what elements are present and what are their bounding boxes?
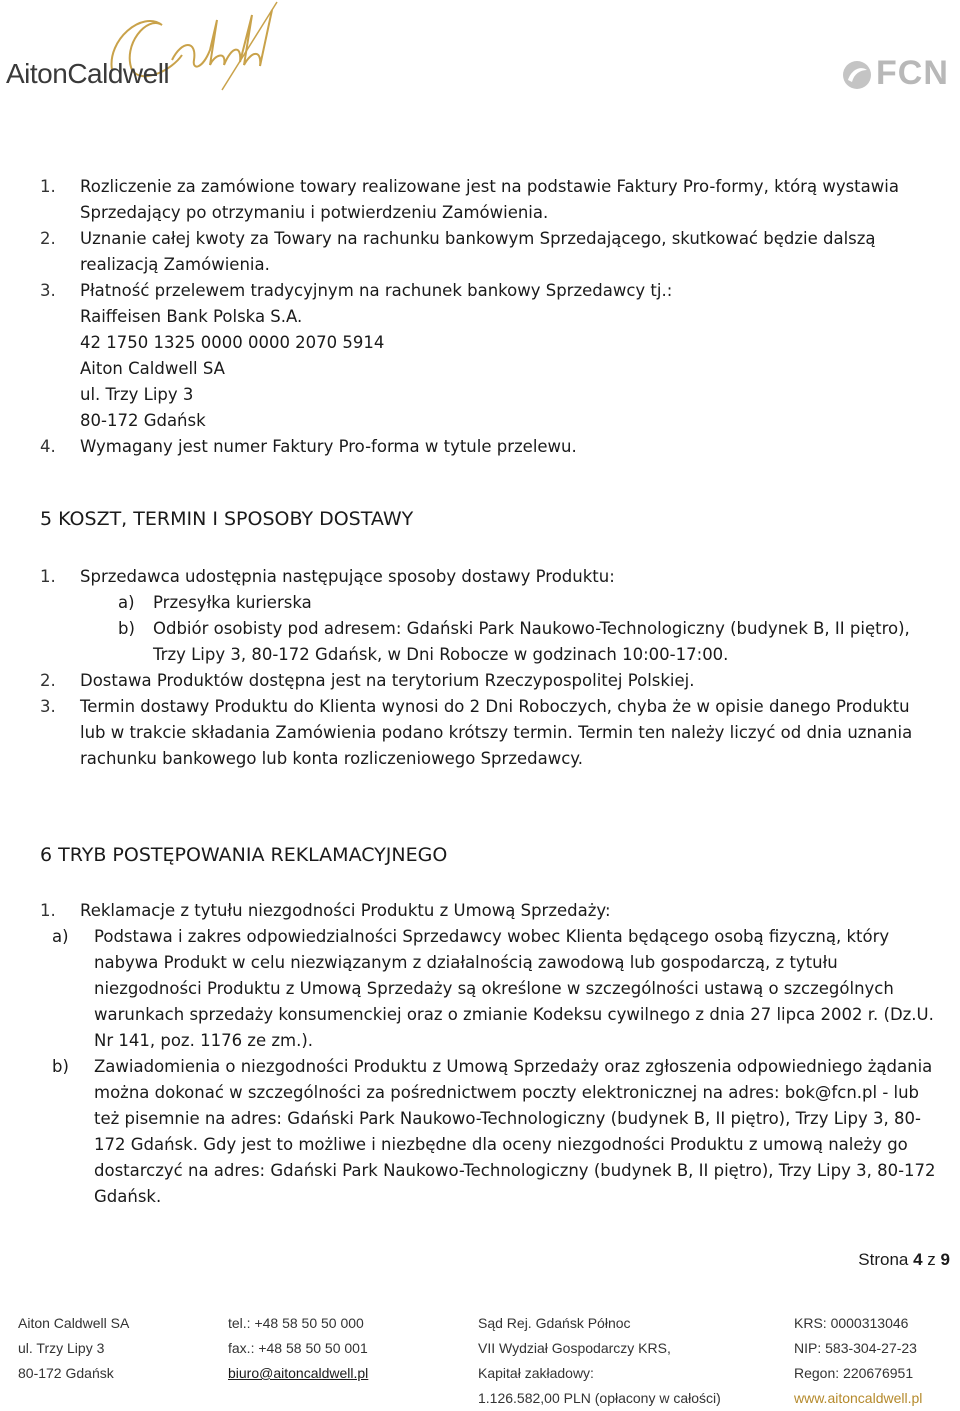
footer-division: VII Wydział Gospodarczy KRS, — [478, 1340, 671, 1356]
list-item-text: Uznanie całej kwoty za Towary na rachunku bankowym Sprzedającego, skutkować będzie dalszą — [80, 229, 876, 248]
section-heading-6: 6 TRYB POSTĘPOWANIA REKLAMACYJNEGO — [40, 844, 448, 866]
list-item-text: rachunku bankowego lub konta rozliczeniowego Sprzedawcy. — [80, 749, 583, 768]
list-item-text: Płatność przelewem tradycyjnym na rachunek bankowy Sprzedawcy tj.: — [80, 281, 673, 300]
aiton-caldwell-logo — [6, 0, 286, 100]
page-separator: z — [927, 1250, 936, 1269]
sub-list-text: Przesyłka kurierska — [153, 593, 312, 612]
list-number: 1. — [40, 567, 56, 586]
sub-list-text: niezgodności Produktu z Umową Sprzedaży są określone w szczególności ustawą o szczególnych — [94, 979, 894, 998]
footer-website-link[interactable]: www.aitoncaldwell.pl — [794, 1390, 923, 1406]
sub-list-text: warunkach sprzedaży konsumenckiej oraz o zmianie Kodeksu cywilnego z dnia 27 lipca 2002 r. (Dz.U. — [94, 1005, 934, 1024]
list-item-text: lub w trakcie składania Zamówienia podano krótszy termin. Termin ten należy liczyć od dnia uznania — [80, 723, 913, 742]
company-street: ul. Trzy Lipy 3 — [80, 385, 194, 404]
list-number: 3. — [40, 281, 56, 300]
list-number: 1. — [40, 901, 56, 920]
page-number — [858, 1250, 950, 1270]
footer-city: 80-172 Gdańsk — [18, 1365, 114, 1381]
sub-list-text: Podstawa i zakres odpowiedzialności Sprzedawcy wobec Klienta będącego osobą fizyczną, który — [94, 927, 890, 946]
sub-list-text: Gdańsk. — [94, 1187, 162, 1206]
company-city: 80-172 Gdańsk — [80, 411, 206, 430]
list-item-text: Reklamacje z tytułu niezgodności Produktu z Umową Sprzedaży: — [80, 901, 611, 920]
footer-krs: KRS: 0000313046 — [794, 1315, 909, 1331]
footer-regon: Regon: 220676951 — [794, 1365, 914, 1381]
fcn-logo-icon — [842, 60, 872, 90]
logo-wordmark: AitonCaldwell — [6, 58, 170, 89]
sub-list-letter: a) — [118, 593, 135, 612]
list-item-text: Dostawa Produktów dostępna jest na terytorium Rzeczypospolitej Polskiej. — [80, 671, 695, 690]
sub-list-text: Odbiór osobisty pod adresem: Gdański Park Naukowo-Technologiczny (budynek B, II piętro), — [153, 619, 910, 638]
sub-list-text: 172 Gdańsk. Gdy jest to możliwe i niezbędne dla oceny niezgodności Produktu z umową należy go — [94, 1135, 908, 1154]
list-item-text: Wymagany jest numer Faktury Pro-forma w tytule przelewu. — [80, 437, 577, 456]
sub-list-text: Nr 141, poz. 1176 ze zm.). — [94, 1031, 314, 1050]
footer-company-address — [18, 1311, 129, 1386]
footer-registry — [478, 1311, 721, 1411]
footer-company-name: Aiton Caldwell SA — [18, 1315, 130, 1331]
list-item-text: Sprzedający po otrzymaniu i potwierdzeniu Zamówienia. — [80, 203, 549, 222]
sub-list-text: Zawiadomienia o niezgodności Produktu z Umową Sprzedaży oraz zgłoszenia odpowiedniego żądania — [94, 1057, 933, 1076]
list-item-text: Rozliczenie za zamówione towary realizowane jest na podstawie Faktury Pro-formy, którą wystawia — [80, 177, 899, 196]
footer-phone: tel.: +48 58 50 50 000 — [228, 1315, 364, 1331]
sub-list-text: dostarczyć na adres: Gdański Park Naukowo-Technologiczny (budynek B, II piętro), Trzy Lipy 3, 80-172 — [94, 1161, 936, 1180]
list-number: 3. — [40, 697, 56, 716]
footer-court: Sąd Rej. Gdańsk Północ — [478, 1315, 631, 1331]
list-number: 1. — [40, 177, 56, 196]
bank-account-number: 42 1750 1325 0000 0000 2070 5914 — [80, 333, 385, 352]
list-item-text: realizacją Zamówienia. — [80, 255, 270, 274]
fcn-logo-text: FCN — [876, 54, 949, 92]
list-number: 2. — [40, 671, 56, 690]
footer-capital-value: 1.126.582,00 PLN (opłacony w całości) — [478, 1390, 721, 1406]
list-number: 4. — [40, 437, 56, 456]
footer-capital-label: Kapitał zakładowy: — [478, 1365, 594, 1381]
footer-nip: NIP: 583-304-27-23 — [794, 1340, 917, 1356]
sub-list-letter: a) — [52, 927, 69, 946]
sub-list-letter: b) — [118, 619, 135, 638]
page-label: Strona — [858, 1250, 909, 1269]
page-total: 9 — [940, 1250, 950, 1269]
footer-identifiers — [794, 1311, 922, 1411]
sub-list-text: można dokonać w szczególności za pośrednictwem poczty elektronicznej na adres: bok@fcn.pl - lub — [94, 1083, 920, 1102]
page-current: 4 — [913, 1250, 923, 1269]
fcn-logo — [842, 54, 952, 98]
footer-email-link[interactable]: biuro@aitoncaldwell.pl — [228, 1365, 369, 1381]
sub-list-text: Trzy Lipy 3, 80-172 Gdańsk, w Dni Robocze w godzinach 10:00-17:00. — [153, 645, 729, 664]
sub-list-letter: b) — [52, 1057, 69, 1076]
sub-list-text: nabywa Produkt w celu niezwiązanym z działalnością zawodową lub gospodarczą, z tytułu — [94, 953, 838, 972]
footer-fax: fax.: +48 58 50 50 001 — [228, 1340, 368, 1356]
bank-name: Raiffeisen Bank Polska S.A. — [80, 307, 303, 326]
section-heading-5: 5 KOSZT, TERMIN I SPOSOBY DOSTAWY — [40, 508, 414, 530]
company-name: Aiton Caldwell SA — [80, 359, 225, 378]
footer-contact — [228, 1311, 368, 1386]
list-item-text: Termin dostawy Produktu do Klienta wynosi do 2 Dni Roboczych, chyba że w opisie danego Produktu — [80, 697, 910, 716]
footer-street: ul. Trzy Lipy 3 — [18, 1340, 105, 1356]
list-item-text: Sprzedawca udostępnia następujące sposoby dostawy Produktu: — [80, 567, 615, 586]
sub-list-text: też pisemnie na adres: Gdański Park Naukowo-Technologiczny (budynek B, II piętro), Trzy Lipy 3, 80- — [94, 1109, 921, 1128]
list-number: 2. — [40, 229, 56, 248]
